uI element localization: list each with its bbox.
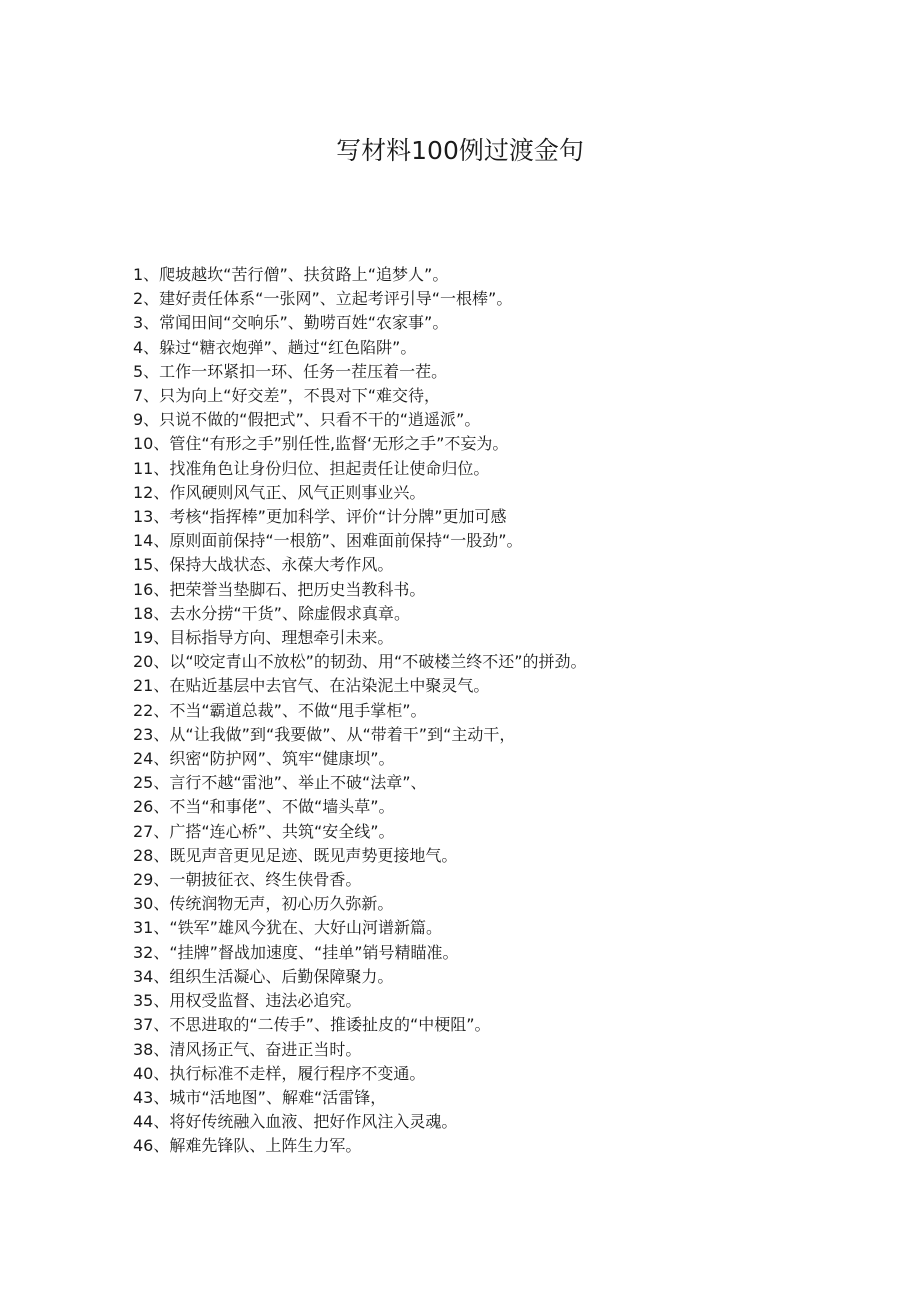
list-item: 4、躲过“糖衣炮弹”、趟过“红色陷阱”。 <box>133 337 417 357</box>
list-item: 28、既见声音更见足迹、既见声势更接地气。 <box>133 845 458 865</box>
list-item: 40、执行标准不走样，履行程序不变通。 <box>133 1063 426 1083</box>
list-item: 11、找准角色让身份归位、担起责任让使命归位。 <box>133 458 490 478</box>
list-item: 27、广搭“连心桥”、共筑“安全线”。 <box>133 821 395 841</box>
list-item: 18、去水分捞“干货”、除虚假求真章。 <box>133 603 410 623</box>
list-item: 19、目标指导方向、理想牵引未来。 <box>133 628 394 648</box>
list-item: 30、传统润物无声，初心历久弥新。 <box>133 894 394 914</box>
list-item: 26、不当“和事佬”、不做“墙头草”。 <box>133 797 395 817</box>
phrase-list <box>133 263 693 1159</box>
list-item: 7、只为向上“好交差”，不畏对下“难交待， <box>133 386 441 406</box>
list-item: 32、“挂牌”督战加速度、“挂单”销号精瞄准。 <box>133 942 459 962</box>
list-item: 22、不当“霸道总裁”、不做“甩手掌柜”。 <box>133 700 427 720</box>
list-item: 1、爬坡越坎“苦行僧”、扶贫路上“追梦人”。 <box>133 265 449 284</box>
list-item: 37、不思进取的“二传手”、推诿扯皮的“中梗阻”。 <box>133 1015 491 1035</box>
list-item: 23、从“让我做”到“我要做”、从“带着干”到“主动干， <box>133 724 516 744</box>
list-item: 14、原则面前保持“一根筋”、困难面前保持“一股劲”。 <box>133 531 523 551</box>
list-item: 21、在贴近基层中去官气、在沾染泥土中聚灵气。 <box>133 676 490 696</box>
list-item: 46、解难先锋队、上阵生力军。 <box>133 1136 362 1156</box>
list-item: 10、管住“有形之手”别任性,监督‘无形之手”不妄为。 <box>133 434 509 454</box>
list-item: 2、建好责任体系“一张网”、立起考评引导“一根棒”。 <box>133 289 513 309</box>
list-item: 13、考核“指挥棒”更加科学、评价“计分牌”更加可感 <box>133 507 507 527</box>
list-item: 20、以“咬定青山不放松”的韧劲、用“不破楼兰终不还”的拼劲。 <box>133 652 587 672</box>
list-item: 15、保持大战状态、永葆大考作风。 <box>133 555 394 575</box>
list-item: 25、言行不越“雷池”、举止不破“法章”、 <box>133 773 427 793</box>
list-item: 44、将好传统融入血液、把好作风注入灵魂。 <box>133 1112 458 1132</box>
list-item: 9、只说不做的“假把式”、只看不干的“逍遥派”。 <box>133 410 481 430</box>
list-item: 12、作风硬则风气正、风气正则事业兴。 <box>133 482 426 502</box>
list-item: 24、织密“防护网”、筑牢“健康坝”。 <box>133 749 395 769</box>
list-item: 5、工作一环紧扣一环、任务一茬压着一茬。 <box>133 361 448 381</box>
list-item: 3、常闻田间“交响乐”、勤唠百姓“农家事”。 <box>133 313 449 333</box>
document-title: 写材料100例过渡金句 <box>336 136 584 165</box>
list-item: 16、把荣誉当垫脚石、把历史当教科书。 <box>133 579 426 599</box>
list-item: 35、用权受监督、违法必追究。 <box>133 991 362 1011</box>
list-item: 38、清风扬正气、奋进正当时。 <box>133 1039 362 1059</box>
list-item: 34、组织生活凝心、后勤保障聚力。 <box>133 966 394 986</box>
list-item: 29、一朝披征衣、终生侠骨香。 <box>133 870 362 890</box>
list-item: 31、“铁军”雄风今犹在、大好山河谱新篇。 <box>133 918 442 938</box>
list-item: 43、城市“活地图”、解难“活雷锋， <box>133 1087 387 1107</box>
